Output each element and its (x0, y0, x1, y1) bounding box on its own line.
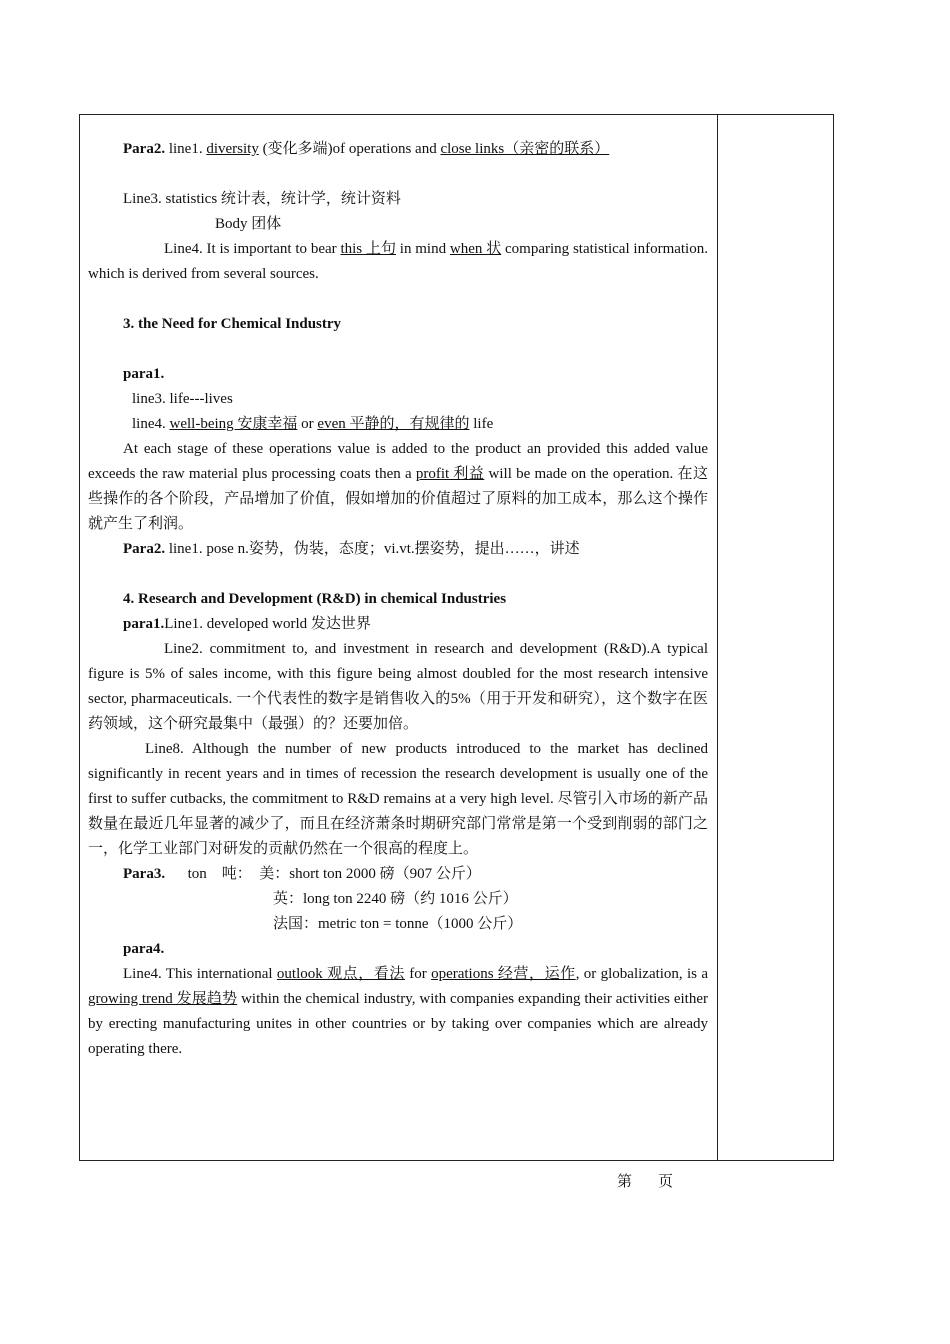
s3-line3: line3. life---lives (132, 391, 233, 407)
s4-line4: Line4. This international outlook 观点，看法 for operations 经营，运作, or globalization, is a growing trend 发展趋势 within the chemical industry, with companies expanding their activities either by erecting manufacturing unites in other countries or by taking over companies which are already operating there. (88, 966, 708, 1057)
s4-line8: Line8. Although the number of new products introduced to the market has declined significantly in recent years and in times of recession the research development is usually one of the first to suffer cutbacks, the commitment to R&D remains at a very high level. 尽管引入市场的新产品数量在最近几年显著的减少了，而且在经济萧条时期研究部门常常是第一个受到削弱的部门之一，化学工业部门对研发的贡献仍然在一个很高的程度上。 (88, 741, 708, 857)
document-table (79, 114, 834, 1161)
s4-para3: Para3. ton 吨： 美：short ton 2000 磅（907 公斤） (123, 866, 481, 882)
s4-para3-uk: 英：long ton 2240 磅（约 1016 公斤） (273, 891, 518, 907)
section-4-heading: 4. Research and Development (R&D) in chemical Industries (123, 591, 507, 607)
s1-body: Body 团体 (215, 216, 282, 232)
s3-stage-paragraph: At each stage of these operations value is added to the product an provided this added value exceeds the raw material plus processing coats then a profit 利益 will be made on the operation. 在这些操作的各个阶段，产品增加了价值，假如增加的价值超过了原料的加工成本，那么这个操作就产生了利润。 (88, 441, 708, 532)
s3-para1-label: para1. (123, 366, 165, 382)
page-footer (617, 1170, 673, 1191)
notes-cell (88, 137, 708, 1062)
section-3-heading: 3. the Need for Chemical Industry (123, 316, 342, 332)
column-divider (717, 115, 718, 1160)
s3-para2: Para2. line1. pose n.姿势，伪装，态度；vi.vt.摆姿势，提出……，讲述 (123, 541, 580, 557)
s1-line3: Line3. statistics 统计表，统计学，统计资料 (123, 191, 401, 207)
footer-ye: 页 (658, 1174, 674, 1190)
s1-line4: Line4. It is important to bear this 上句 in mind when 状 comparing statistical information. which is derived from several sources. (88, 241, 708, 282)
s1-para2-line1: Para2. line1. diversity (变化多端)of operations and close links（亲密的联系） (123, 141, 610, 157)
s4-para3-fr: 法国：metric ton = tonne（1000 公斤） (273, 916, 523, 932)
s4-para4-label: para4. (123, 941, 165, 957)
s4-line2: Line2. commitment to, and investment in research and development (R&D).A typical figure is 5% of sales income, with this figure being almost doubled for the most research intensive sector, pharmaceuticals. 一个代表性的数字是销售收入的5%（用于开发和研究），这个数字在医药领域，这个研究最集中（最强）的？还要加倍。 (88, 641, 708, 732)
s3-line4: line4. well-being 安康幸福 or even 平静的，有规律的 life (132, 416, 494, 432)
footer-di: 第 (617, 1174, 633, 1190)
s4-para1: para1.Line1. developed world 发达世界 (123, 616, 371, 632)
